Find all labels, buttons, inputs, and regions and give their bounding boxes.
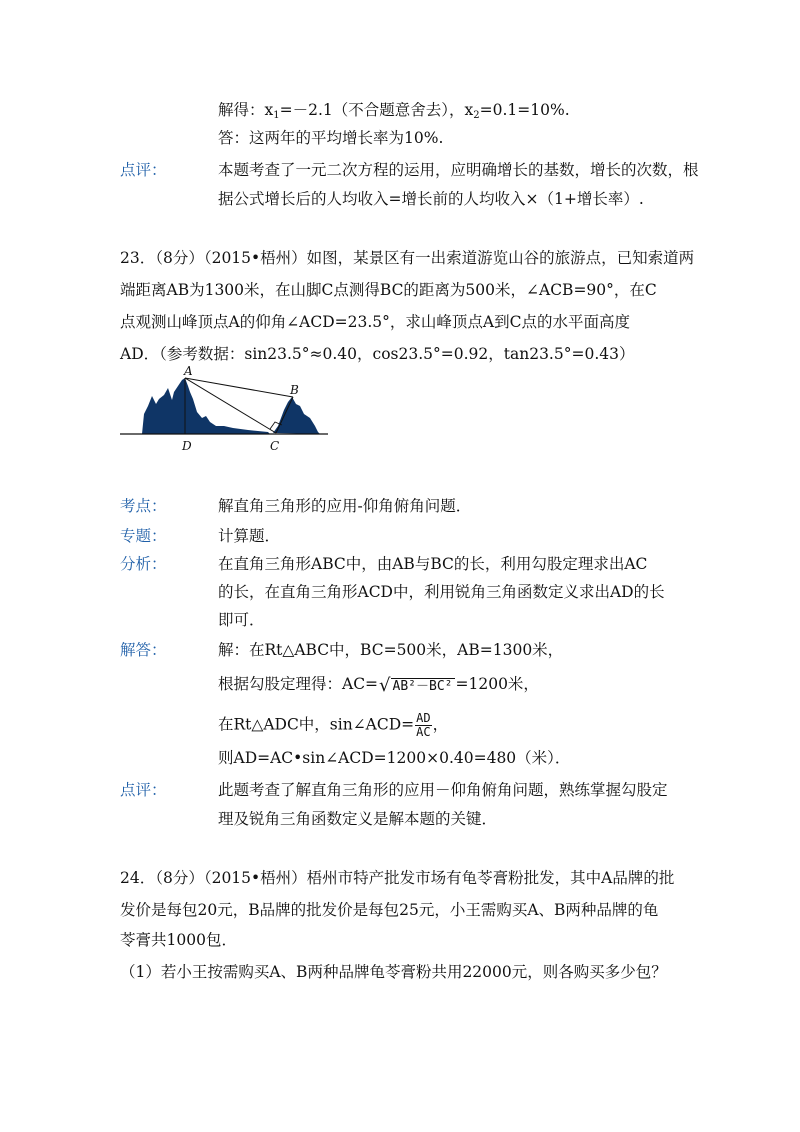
- fraction-ad-over-ac: $\frac{AD}{AC}$: [416, 711, 431, 739]
- fenxi-text-line1: 在直角三角形ABC中，由AB与BC的长，利用勾股定理求出AC: [218, 555, 648, 573]
- fenxi-text-line3: 即可．: [218, 611, 265, 629]
- review-label: 点评：: [120, 161, 167, 179]
- jieda-text-line2: 根据勾股定理得：AC=√ AB²－BC² =1200米，: [218, 674, 539, 696]
- left-mountain: [142, 378, 270, 434]
- q24-sub-question-1: （1）若小王按需购买A、B两种品牌龟苓膏粉共用22000元，则各购买多少包？: [120, 963, 667, 981]
- jieda-text-line4: 则AD=AC•sin∠ACD=1200×0.40=480（米）．: [218, 749, 571, 767]
- q24-text-line3: 苓膏共1000包．: [120, 931, 237, 949]
- kaodian-label: 考点：: [120, 497, 167, 515]
- jieda-text-line3: 在Rt△ADC中，sin∠ACD= $\frac{AD}{AC}$ ，: [218, 711, 449, 739]
- label-c: C: [270, 439, 280, 453]
- dianping-label: 点评：: [120, 781, 167, 799]
- sqrt-expression: √ AB²－BC²: [379, 674, 453, 696]
- q23-text-line4: AD．（参考数据：sin23.5°≈0.40，cos23.5°=0.92，tan23.5°=0.43）: [120, 345, 635, 363]
- dianping-text-line2: 理及锐角三角函数定义是解本题的关键．: [218, 810, 498, 828]
- label-d: D: [182, 439, 192, 453]
- kaodian-text: 解直角三角形的应用-仰角俯角问题．: [218, 497, 472, 515]
- fenxi-label: 分析：: [120, 555, 167, 573]
- jieda-text-line1: 解：在Rt△ABC中，BC=500米，AB=1300米，: [218, 641, 564, 659]
- zhuanti-label: 专题：: [120, 527, 167, 545]
- jieda-label: 解答：: [120, 641, 167, 659]
- q24-text-line1: 24．（8分）（2015•梧州）梧州市特产批发市场有龟苓膏粉批发，其中A品牌的批: [120, 869, 675, 887]
- label-a: A: [184, 366, 193, 378]
- label-b: B: [290, 383, 299, 397]
- q23-text-line3: 点观测山峰顶点A的仰角∠ACD=23.5°，求山峰顶点A到C点的水平面高度: [120, 313, 630, 331]
- fenxi-text-line2: 的长，在直角三角形ACD中，利用锐角三角函数定义求出AD的长: [218, 583, 665, 601]
- dianping-text-line1: 此题考查了解直角三角形的应用－仰角俯角问题，熟练掌握勾股定: [218, 781, 668, 799]
- answer-line: 答：这两年的平均增长率为10%.: [218, 129, 444, 147]
- zhuanti-text: 计算题．: [218, 527, 281, 545]
- mountain-cableway-figure: [118, 366, 333, 454]
- solution-line: 解得：$x_1=-2.1$（不合题意舍去），$x_2=0.1=10\%$.: [218, 101, 570, 121]
- review-text-line1: 本题考查了一元二次方程的运用，应明确增长的基数，增长的次数，根: [218, 161, 699, 179]
- q24-text-line2: 发价是每包20元，B品牌的批发价是每包25元，小王需购买A、B两种品牌的龟: [120, 901, 659, 919]
- right-mountain: [273, 397, 320, 434]
- q23-text-line1: 23．（8分）（2015•梧州）如图，某景区有一出索道游览山谷的旅游点，已知索道两: [120, 249, 695, 267]
- review-text-line2: 据公式增长后的人均收入=增长前的人均收入×（1+增长率）.: [218, 190, 644, 208]
- q23-text-line2: 端距离AB为1300米，在山脚C点测得BC的距离为500米，∠ACB=90°，在C: [120, 281, 657, 299]
